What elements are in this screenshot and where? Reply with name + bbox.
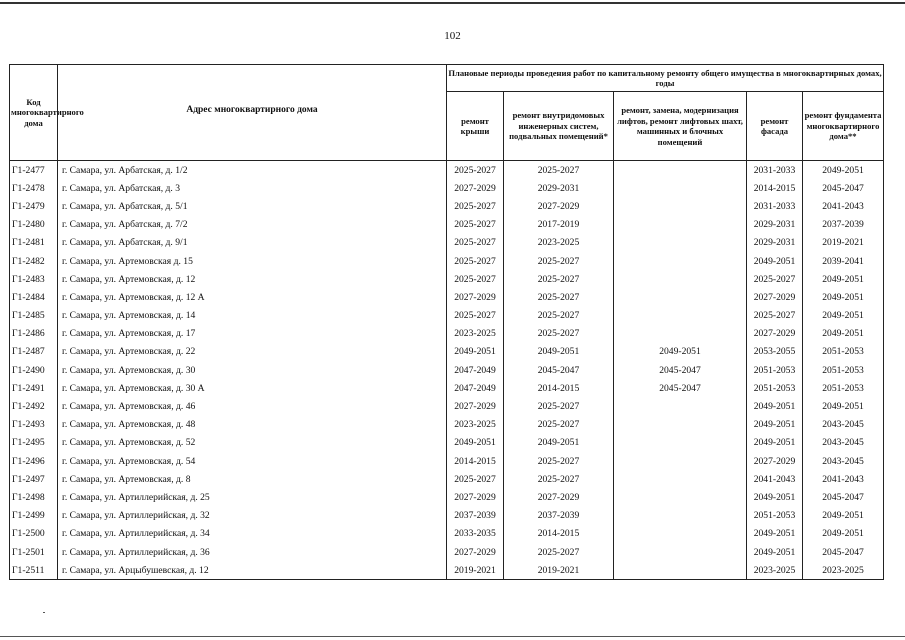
header-roof: ремонт крыши bbox=[447, 92, 504, 161]
cell-facade: 2014-2015 bbox=[747, 179, 803, 197]
cell-roof: 2025-2027 bbox=[447, 307, 504, 325]
cell-code: Г1-2491 bbox=[10, 379, 58, 397]
cell-address: г. Самара, ул. Артемовская, д. 48 bbox=[58, 416, 447, 434]
cell-address: г. Самара, ул. Арбатская, д. 1/2 bbox=[58, 161, 447, 180]
header-lifts: ремонт, замена, модернизация лифтов, ремонт лифтовых шахт, машинных и блочных помещений bbox=[614, 92, 747, 161]
cell-foundation: 2019-2021 bbox=[803, 234, 884, 252]
cell-code: Г1-2484 bbox=[10, 288, 58, 306]
cell-code: Г1-2483 bbox=[10, 270, 58, 288]
cell-roof: 2023-2025 bbox=[447, 325, 504, 343]
cell-systems: 2025-2027 bbox=[504, 288, 614, 306]
cell-facade: 2027-2029 bbox=[747, 288, 803, 306]
cell-lifts bbox=[614, 507, 747, 525]
cell-address: г. Самара, ул. Артиллерийская, д. 25 bbox=[58, 488, 447, 506]
table-row bbox=[10, 416, 884, 434]
cell-systems: 2025-2027 bbox=[504, 161, 614, 180]
cell-foundation: 2049-2051 bbox=[803, 525, 884, 543]
table-row bbox=[10, 543, 884, 561]
cell-systems: 2025-2027 bbox=[504, 270, 614, 288]
cell-foundation: 2041-2043 bbox=[803, 470, 884, 488]
table-row bbox=[10, 325, 884, 343]
table-row bbox=[10, 470, 884, 488]
cell-foundation: 2045-2047 bbox=[803, 543, 884, 561]
cell-foundation: 2023-2025 bbox=[803, 561, 884, 580]
cell-roof: 2025-2027 bbox=[447, 470, 504, 488]
cell-foundation: 2037-2039 bbox=[803, 216, 884, 234]
cell-systems: 2025-2027 bbox=[504, 452, 614, 470]
cell-address: г. Самара, ул. Артемовская, д. 52 bbox=[58, 434, 447, 452]
cell-lifts bbox=[614, 179, 747, 197]
cell-code: Г1-2490 bbox=[10, 361, 58, 379]
cell-systems: 2025-2027 bbox=[504, 543, 614, 561]
table-row bbox=[10, 161, 884, 180]
table-body bbox=[10, 161, 884, 580]
header-facade: ремонт фасада bbox=[747, 92, 803, 161]
cell-address: г. Самара, ул. Арбатская, д. 9/1 bbox=[58, 234, 447, 252]
cell-code: Г1-2493 bbox=[10, 416, 58, 434]
cell-code: Г1-2498 bbox=[10, 488, 58, 506]
cell-address: г. Самара, ул. Артиллерийская, д. 34 bbox=[58, 525, 447, 543]
table-row bbox=[10, 379, 884, 397]
cell-facade: 2049-2051 bbox=[747, 488, 803, 506]
cell-address: г. Самара, ул. Артемовская, д. 30 bbox=[58, 361, 447, 379]
cell-roof: 2047-2049 bbox=[447, 379, 504, 397]
cell-code: Г1-2500 bbox=[10, 525, 58, 543]
cell-code: Г1-2477 bbox=[10, 161, 58, 180]
cell-roof: 2049-2051 bbox=[447, 434, 504, 452]
cell-code: Г1-2479 bbox=[10, 197, 58, 215]
cell-address: г. Самара, ул. Артиллерийская, д. 36 bbox=[58, 543, 447, 561]
cell-facade: 2031-2033 bbox=[747, 197, 803, 215]
cell-roof: 2047-2049 bbox=[447, 361, 504, 379]
bottom-rule bbox=[0, 636, 905, 637]
cell-systems: 2017-2019 bbox=[504, 216, 614, 234]
cell-facade: 2025-2027 bbox=[747, 270, 803, 288]
cell-facade: 2049-2051 bbox=[747, 416, 803, 434]
cell-roof: 2027-2029 bbox=[447, 488, 504, 506]
cell-address: г. Самара, ул. Артемовская, д. 12 А bbox=[58, 288, 447, 306]
cell-lifts: 2045-2047 bbox=[614, 361, 747, 379]
capital-repair-table bbox=[9, 64, 884, 580]
cell-lifts bbox=[614, 197, 747, 215]
cell-systems: 2025-2027 bbox=[504, 470, 614, 488]
cell-roof: 2027-2029 bbox=[447, 397, 504, 415]
cell-code: Г1-2485 bbox=[10, 307, 58, 325]
cell-lifts bbox=[614, 561, 747, 580]
cell-facade: 2051-2053 bbox=[747, 507, 803, 525]
cell-roof: 2025-2027 bbox=[447, 216, 504, 234]
cell-lifts: 2045-2047 bbox=[614, 379, 747, 397]
cell-lifts bbox=[614, 234, 747, 252]
cell-address: г. Самара, ул. Арбатская, д. 3 bbox=[58, 179, 447, 197]
cell-lifts bbox=[614, 525, 747, 543]
cell-lifts bbox=[614, 270, 747, 288]
cell-code: Г1-2499 bbox=[10, 507, 58, 525]
cell-roof: 2023-2025 bbox=[447, 416, 504, 434]
table-row bbox=[10, 343, 884, 361]
cell-foundation: 2049-2051 bbox=[803, 325, 884, 343]
cell-foundation: 2051-2053 bbox=[803, 343, 884, 361]
table-row bbox=[10, 561, 884, 580]
cell-systems: 2025-2027 bbox=[504, 397, 614, 415]
cell-facade: 2049-2051 bbox=[747, 525, 803, 543]
cell-lifts bbox=[614, 397, 747, 415]
cell-systems: 2029-2031 bbox=[504, 179, 614, 197]
cell-lifts bbox=[614, 161, 747, 180]
cell-lifts: 2049-2051 bbox=[614, 343, 747, 361]
cell-address: г. Самара, ул. Арбатская, д. 7/2 bbox=[58, 216, 447, 234]
header-address: Адрес многоквартирного дома bbox=[58, 65, 447, 161]
table-row bbox=[10, 434, 884, 452]
cell-code: Г1-2478 bbox=[10, 179, 58, 197]
cell-foundation: 2043-2045 bbox=[803, 416, 884, 434]
table-row bbox=[10, 307, 884, 325]
cell-roof: 2027-2029 bbox=[447, 179, 504, 197]
cell-roof: 2025-2027 bbox=[447, 197, 504, 215]
header-row-top bbox=[10, 65, 884, 92]
cell-address: г. Самара, ул. Арбатская, д. 5/1 bbox=[58, 197, 447, 215]
cell-address: г. Самара, ул. Артемовская, д. 12 bbox=[58, 270, 447, 288]
table-row bbox=[10, 179, 884, 197]
cell-lifts bbox=[614, 452, 747, 470]
cell-facade: 2031-2033 bbox=[747, 161, 803, 180]
cell-systems: 2014-2015 bbox=[504, 525, 614, 543]
cell-facade: 2051-2053 bbox=[747, 361, 803, 379]
table-row bbox=[10, 525, 884, 543]
cell-code: Г1-2480 bbox=[10, 216, 58, 234]
cell-code: Г1-2487 bbox=[10, 343, 58, 361]
scan-mark bbox=[43, 612, 45, 613]
cell-code: Г1-2481 bbox=[10, 234, 58, 252]
cell-code: Г1-2511 bbox=[10, 561, 58, 580]
cell-foundation: 2039-2041 bbox=[803, 252, 884, 270]
cell-systems: 2049-2051 bbox=[504, 343, 614, 361]
cell-roof: 2049-2051 bbox=[447, 343, 504, 361]
cell-lifts bbox=[614, 543, 747, 561]
cell-facade: 2029-2031 bbox=[747, 216, 803, 234]
cell-address: г. Самара, ул. Артемовская, д. 46 bbox=[58, 397, 447, 415]
cell-foundation: 2051-2053 bbox=[803, 379, 884, 397]
cell-facade: 2041-2043 bbox=[747, 470, 803, 488]
cell-roof: 2019-2021 bbox=[447, 561, 504, 580]
table-row bbox=[10, 270, 884, 288]
cell-roof: 2025-2027 bbox=[447, 252, 504, 270]
cell-lifts bbox=[614, 252, 747, 270]
cell-roof: 2025-2027 bbox=[447, 270, 504, 288]
cell-lifts bbox=[614, 307, 747, 325]
cell-address: г. Самара, ул. Арцыбушевская, д. 12 bbox=[58, 561, 447, 580]
cell-roof: 2033-2035 bbox=[447, 525, 504, 543]
table-row bbox=[10, 234, 884, 252]
cell-foundation: 2049-2051 bbox=[803, 161, 884, 180]
cell-code: Г1-2492 bbox=[10, 397, 58, 415]
cell-systems: 2049-2051 bbox=[504, 434, 614, 452]
cell-lifts bbox=[614, 488, 747, 506]
cell-foundation: 2049-2051 bbox=[803, 397, 884, 415]
cell-foundation: 2049-2051 bbox=[803, 507, 884, 525]
cell-foundation: 2043-2045 bbox=[803, 434, 884, 452]
cell-systems: 2025-2027 bbox=[504, 325, 614, 343]
cell-foundation: 2045-2047 bbox=[803, 488, 884, 506]
cell-roof: 2025-2027 bbox=[447, 234, 504, 252]
cell-roof: 2025-2027 bbox=[447, 161, 504, 180]
cell-code: Г1-2496 bbox=[10, 452, 58, 470]
cell-facade: 2023-2025 bbox=[747, 561, 803, 580]
cell-systems: 2014-2015 bbox=[504, 379, 614, 397]
cell-systems: 2027-2029 bbox=[504, 197, 614, 215]
cell-facade: 2053-2055 bbox=[747, 343, 803, 361]
header-foundation: ремонт фундамента многоквартирного дома** bbox=[803, 92, 884, 161]
cell-foundation: 2045-2047 bbox=[803, 179, 884, 197]
cell-systems: 2019-2021 bbox=[504, 561, 614, 580]
header-periods-title: Плановые периоды проведения работ по капитальному ремонту общего имущества в многоквартирных домах, годы bbox=[447, 65, 884, 92]
cell-facade: 2049-2051 bbox=[747, 434, 803, 452]
cell-foundation: 2049-2051 bbox=[803, 288, 884, 306]
cell-lifts bbox=[614, 470, 747, 488]
cell-address: г. Самара, ул. Артемовская, д. 54 bbox=[58, 452, 447, 470]
cell-address: г. Самара, ул. Артемовская, д. 30 А bbox=[58, 379, 447, 397]
cell-lifts bbox=[614, 416, 747, 434]
cell-foundation: 2049-2051 bbox=[803, 270, 884, 288]
cell-code: Г1-2497 bbox=[10, 470, 58, 488]
table-row bbox=[10, 488, 884, 506]
cell-facade: 2027-2029 bbox=[747, 452, 803, 470]
cell-systems: 2027-2029 bbox=[504, 488, 614, 506]
cell-lifts bbox=[614, 325, 747, 343]
cell-address: г. Самара, ул. Артемовская, д. 17 bbox=[58, 325, 447, 343]
cell-systems: 2025-2027 bbox=[504, 307, 614, 325]
cell-foundation: 2049-2051 bbox=[803, 307, 884, 325]
table-row bbox=[10, 252, 884, 270]
cell-code: Г1-2486 bbox=[10, 325, 58, 343]
cell-systems: 2025-2027 bbox=[504, 252, 614, 270]
cell-roof: 2027-2029 bbox=[447, 543, 504, 561]
cell-systems: 2045-2047 bbox=[504, 361, 614, 379]
header-code: Код многоквартирного дома bbox=[10, 65, 58, 161]
cell-roof: 2014-2015 bbox=[447, 452, 504, 470]
cell-foundation: 2043-2045 bbox=[803, 452, 884, 470]
table-row bbox=[10, 507, 884, 525]
top-rule bbox=[0, 2, 905, 4]
cell-systems: 2037-2039 bbox=[504, 507, 614, 525]
cell-lifts bbox=[614, 434, 747, 452]
cell-facade: 2029-2031 bbox=[747, 234, 803, 252]
table-row bbox=[10, 288, 884, 306]
cell-code: Г1-2501 bbox=[10, 543, 58, 561]
cell-address: г. Самара, ул. Артиллерийская, д. 32 bbox=[58, 507, 447, 525]
cell-facade: 2025-2027 bbox=[747, 307, 803, 325]
table-row bbox=[10, 216, 884, 234]
table-row bbox=[10, 397, 884, 415]
cell-facade: 2027-2029 bbox=[747, 325, 803, 343]
cell-systems: 2023-2025 bbox=[504, 234, 614, 252]
cell-code: Г1-2482 bbox=[10, 252, 58, 270]
cell-roof: 2037-2039 bbox=[447, 507, 504, 525]
cell-foundation: 2041-2043 bbox=[803, 197, 884, 215]
cell-code: Г1-2495 bbox=[10, 434, 58, 452]
cell-lifts bbox=[614, 216, 747, 234]
cell-lifts bbox=[614, 288, 747, 306]
cell-facade: 2051-2053 bbox=[747, 379, 803, 397]
header-systems: ремонт внутридомовых инженерных систем, подвальных помещений* bbox=[504, 92, 614, 161]
cell-address: г. Самара, ул. Артемовская, д. 14 bbox=[58, 307, 447, 325]
cell-facade: 2049-2051 bbox=[747, 543, 803, 561]
cell-address: г. Самара, ул. Артемовская, д. 8 bbox=[58, 470, 447, 488]
page-number: 102 bbox=[444, 30, 461, 42]
table-row bbox=[10, 452, 884, 470]
cell-address: г. Самара, ул. Артемовская д. 15 bbox=[58, 252, 447, 270]
cell-facade: 2049-2051 bbox=[747, 397, 803, 415]
table-row bbox=[10, 361, 884, 379]
cell-systems: 2025-2027 bbox=[504, 416, 614, 434]
cell-foundation: 2051-2053 bbox=[803, 361, 884, 379]
table-row bbox=[10, 197, 884, 215]
cell-roof: 2027-2029 bbox=[447, 288, 504, 306]
cell-facade: 2049-2051 bbox=[747, 252, 803, 270]
cell-address: г. Самара, ул. Артемовская, д. 22 bbox=[58, 343, 447, 361]
